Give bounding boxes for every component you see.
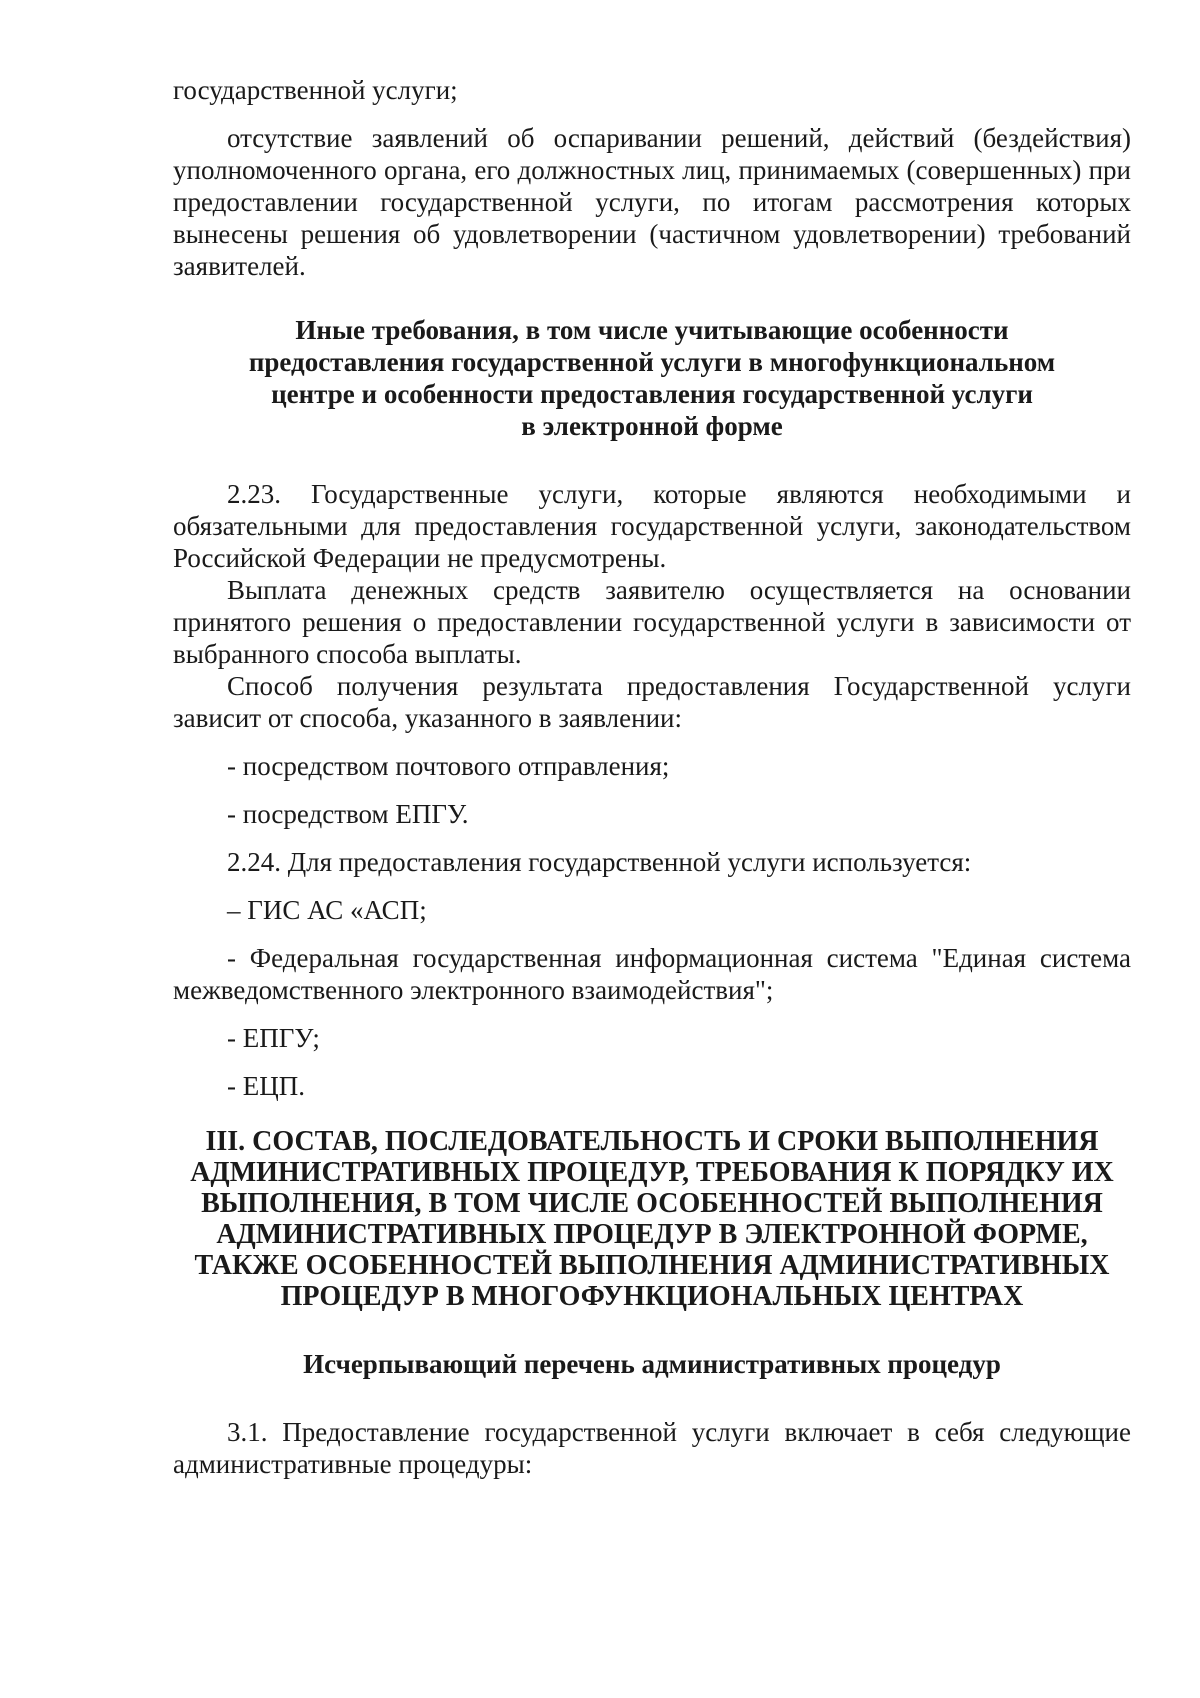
- list-item-post: - посредством почтового отправления;: [227, 751, 670, 781]
- paragraph-result-method: Способ получения результата предоставления Государственной услуги зависит от способа, указанного в заявлении:: [173, 671, 1131, 733]
- heading-line: ПРОЦЕДУР В МНОГОФУНКЦИОНАЛЬНЫХ ЦЕНТРАХ: [280, 1281, 1024, 1312]
- section-heading-other-requirements: [173, 314, 1131, 442]
- paragraph-2-23: 2.23. Государственные услуги, которые являются необходимыми и обязательными для предоставления государственной услуги, законодательством Российской Федерации не предусмотрены.: [173, 479, 1131, 573]
- paragraph-service-end: государственной услуги;: [173, 75, 458, 105]
- paragraph-3-1: 3.1. Предоставление государственной услуги включает в себя следующие административные процедуры:: [173, 1417, 1131, 1479]
- list-item-epgu-system: - ЕПГУ;: [227, 1023, 320, 1053]
- paragraph-2-24: 2.24. Для предоставления государственной услуги используется:: [227, 847, 972, 877]
- heading-line: предоставления государственной услуги в многофункциональном: [248, 347, 1056, 377]
- subsection-heading-procedures: Исчерпывающий перечень административных процедур: [303, 1349, 1001, 1379]
- heading-line: ВЫПОЛНЕНИЯ, В ТОМ ЧИСЛЕ ОСОБЕННОСТЕЙ ВЫПОЛНЕНИЯ: [201, 1188, 1103, 1219]
- list-item-ecp: - ЕЦП.: [227, 1071, 305, 1101]
- heading-line: АДМИНИСТРАТИВНЫХ ПРОЦЕДУР, ТРЕБОВАНИЯ К ПОРЯДКУ ИХ: [190, 1157, 1114, 1188]
- heading-line: в электронной форме: [521, 411, 783, 441]
- list-item-gis: – ГИС АС «АСП;: [227, 895, 427, 925]
- paragraph-no-appeals: отсутствие заявлений об оспаривании решений, действий (бездействия) уполномоченного органа, его должностных лиц, принимаемых (совершенных) при предоставлении государственной услуги, по итогам рассмотрения которых вынесены решения об удовлетворении (частичном удовлетворении) требований заявителей.: [173, 123, 1131, 281]
- heading-line: III. СОСТАВ, ПОСЛЕДОВАТЕЛЬНОСТЬ И СРОКИ ВЫПОЛНЕНИЯ: [205, 1126, 1099, 1157]
- heading-line: АДМИНИСТРАТИВНЫХ ПРОЦЕДУР В ЭЛЕКТРОННОЙ ФОРМЕ,: [216, 1219, 1088, 1250]
- list-item-smev: - Федеральная государственная информационная система "Единая система межведомственного электронного взаимодействия";: [173, 943, 1131, 1005]
- heading-line: Иные требования, в том числе учитывающие особенности: [295, 315, 1009, 345]
- section-iii-heading: [173, 1126, 1131, 1312]
- list-item-epgu: - посредством ЕПГУ.: [227, 799, 469, 829]
- heading-line: ТАКЖЕ ОСОБЕННОСТЕЙ ВЫПОЛНЕНИЯ АДМИНИСТРАТИВНЫХ: [194, 1250, 1110, 1281]
- document-body: [173, 74, 1131, 1480]
- heading-line: центре и особенности предоставления государственной услуги: [271, 379, 1033, 409]
- paragraph-payment: Выплата денежных средств заявителю осуществляется на основании принятого решения о предоставлении государственной услуги в зависимости от выбранного способа выплаты.: [173, 575, 1131, 669]
